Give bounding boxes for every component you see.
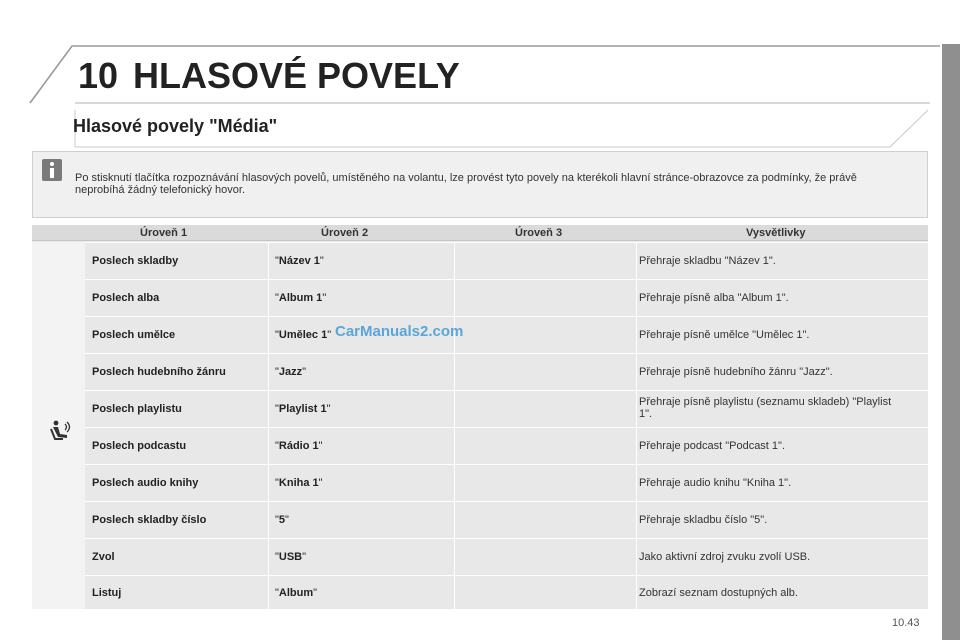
level-3-text: "USB": [275, 551, 307, 563]
level-2-text: Zvol: [92, 551, 115, 563]
header-explanations: Vysvětlivky: [746, 227, 806, 239]
header-level-2: Úroveň 2: [321, 227, 369, 239]
explanation-text: Jako aktivní zdroj zvuku zvolí USB.: [639, 551, 811, 563]
level-3-text: "Album": [275, 587, 318, 599]
page-edge-bar: [942, 44, 960, 640]
explanation-text: Přehraje skladbu "Název 1".: [639, 255, 776, 267]
level-2-text: Poslech skladby číslo: [92, 514, 207, 526]
level-2-text: Poslech umělce: [92, 329, 176, 341]
table-header: [32, 225, 928, 241]
voice-command-table: [32, 225, 928, 609]
level-3-text: "Kniha 1": [275, 477, 323, 489]
table-row: [85, 353, 928, 389]
level-3-text: "Jazz": [275, 366, 307, 378]
table-row: [85, 538, 928, 574]
watermark: CarManuals2.com: [335, 323, 464, 340]
chapter-number: 10: [78, 55, 119, 96]
level-3-text: "Název 1": [275, 255, 324, 267]
table-row: [85, 316, 928, 352]
level-3-text: "Playlist 1": [275, 403, 331, 415]
table-row: [85, 242, 928, 278]
section-title: Hlasové povely "Média": [73, 116, 278, 136]
explanation-text: Přehraje podcast "Podcast 1".: [639, 440, 786, 452]
explanation-text: Přehraje písně hudebního žánru "Jazz".: [639, 366, 833, 378]
level-2-text: Poslech podcastu: [92, 440, 187, 452]
info-text: Po stisknutí tlačítka rozpoznávání hlasových povelů, umístěného na volantu, lze provést tyto povely na kterékoli hlavní stránce-obrazovce za podmínky, že právě neprobíhá žádný telefonický hovor.: [75, 172, 857, 196]
table-row: [85, 464, 928, 500]
level-3-text: "Umělec 1": [275, 329, 332, 341]
table-row: [85, 501, 928, 537]
info-icon: [42, 159, 62, 181]
voice-command-icon: [47, 419, 73, 445]
explanation-text: Přehraje písně playlistu (seznamu skladeb) "Playlist 1".: [639, 396, 892, 420]
page-number: 10.43: [892, 617, 920, 629]
header-level-3: Úroveň 3: [515, 227, 563, 239]
explanation-text: Přehraje písně alba "Album 1".: [639, 292, 789, 304]
level-1-cell: [32, 242, 85, 609]
table-row: [85, 575, 928, 609]
level-2-text: Poslech alba: [92, 292, 160, 304]
table-row: [85, 427, 928, 463]
explanation-text: Přehraje audio knihu "Kniha 1".: [639, 477, 792, 489]
table-row: [85, 390, 928, 426]
header-level-1: Úroveň 1: [140, 227, 188, 239]
level-2-text: Poslech playlistu: [92, 403, 182, 415]
explanation-text: Zobrazí seznam dostupných alb.: [639, 587, 798, 599]
level-3-text: "5": [275, 514, 289, 526]
level-2-text: Poslech audio knihy: [92, 477, 199, 489]
info-box: [32, 151, 928, 218]
chapter-title: HLASOVÉ POVELY: [133, 55, 460, 96]
level-2-text: Poslech skladby: [92, 255, 179, 267]
explanation-text: Přehraje písně umělce "Umělec 1".: [639, 329, 810, 341]
explanation-text: Přehraje skladbu číslo "5".: [639, 514, 768, 526]
level-2-text: Listuj: [92, 587, 122, 599]
level-2-text: Poslech hudebního žánru: [92, 366, 226, 378]
table-row: [85, 279, 928, 315]
level-3-text: "Album 1": [275, 292, 327, 304]
level-3-text: "Rádio 1": [275, 440, 323, 452]
